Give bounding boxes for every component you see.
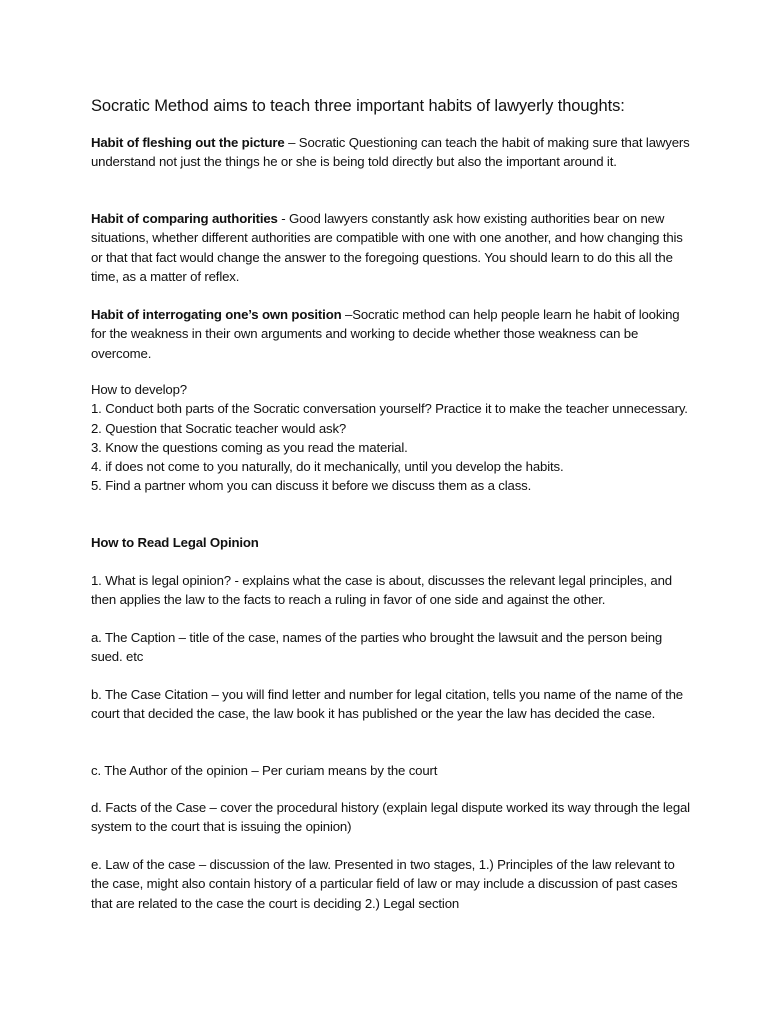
habit-fleshing-out-text: – Socratic Questioning can teach the habit of making sure that lawyers understand not just the things he or she is being told directly but also the important around it. [91, 135, 690, 170]
how-to-develop-section [91, 380, 691, 496]
legal-opinion-intro: 1. What is legal opinion? - explains what the case is about, discusses the relevant legal principles, and then applies the law to the facts to reach a ruling in favor of one side and against the other. [91, 573, 672, 608]
how-to-develop-heading: How to develop? [91, 382, 187, 397]
habit-comparing-authorities-text: - Good lawyers constantly ask how existing authorities bear on new situations, whether different authorities are compatible with one with one another, and how changing this or that that fact would change the answer to the foregoing questions. You should learn to do this all the time, as a matter of reflex. [91, 211, 683, 284]
habit-comparing-authorities-lead: Habit of comparing authorities [91, 211, 278, 226]
legal-opinion-law: e. Law of the case – discussion of the law. Presented in two stages, 1.) Principles of the law relevant to the case, might also contain history of a particular field of law or may include a discussion of past cases that are related to the case the court is deciding 2.) Legal section [91, 857, 678, 911]
habit-fleshing-out-paragraph [91, 133, 691, 172]
legal-opinion-facts: d. Facts of the Case – cover the procedural history (explain legal dispute worked its way through the legal system to the court that is issuing the opinion) [91, 800, 690, 835]
list-item: 3. Know the questions coming as you read the material. [91, 439, 408, 455]
document-page [91, 0, 691, 1024]
legal-opinion-caption: a. The Caption – title of the case, names of the parties who brought the lawsuit and the person being sued. etc [91, 630, 663, 665]
habit-interrogating-paragraph [91, 305, 691, 363]
habit-interrogating-text: –Socratic method can help people learn he habit of looking for the weakness in their own arguments and working to decide whether those weakness can be overcome. [91, 307, 680, 361]
habit-comparing-authorities-paragraph [91, 209, 691, 286]
list-item: 4. if does not come to you naturally, do it mechanically, until you develop the habits. [91, 459, 564, 475]
list-item: 1. Conduct both parts of the Socratic conversation yourself? Practice it to make the teacher unnecessary. [91, 401, 688, 417]
habit-fleshing-out-lead: Habit of fleshing out the picture [91, 135, 285, 150]
legal-opinion-author: c. The Author of the opinion – Per curiam means by the court [91, 763, 438, 778]
document-title: Socratic Method aims to teach three important habits of lawyerly thoughts: [91, 97, 625, 115]
legal-opinion-heading: How to Read Legal Opinion [91, 535, 259, 550]
habit-interrogating-lead: Habit of interrogating one’s own position [91, 307, 342, 322]
list-item: 2. Question that Socratic teacher would ask? [91, 420, 347, 436]
list-item: 5. Find a partner whom you can discuss it before we discuss them as a class. [91, 478, 532, 494]
legal-opinion-citation: b. The Case Citation – you will find letter and number for legal citation, tells you name of the name of the court that decided the case, the law book it has published or the year the law has decided the case. [91, 687, 683, 722]
how-to-develop-list [91, 399, 691, 495]
